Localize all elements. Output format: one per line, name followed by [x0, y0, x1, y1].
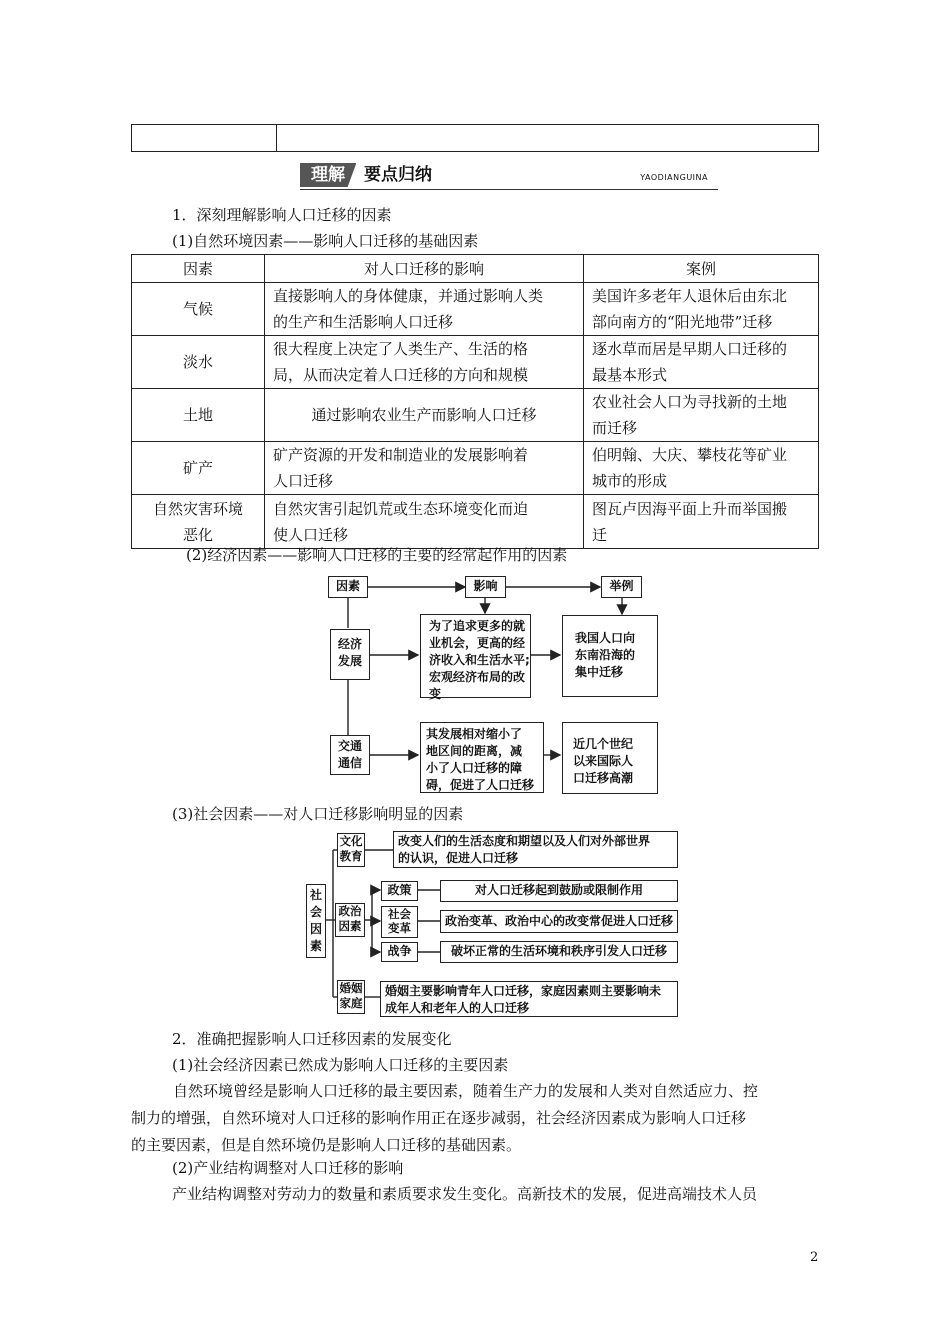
- social-marriage: 婚姻 家庭: [337, 980, 365, 1014]
- factor-cell: 自然灾害环境 恶化: [132, 495, 265, 549]
- social-reform-text: 政治变革、政治中心的改变常促进人口迁移: [440, 910, 678, 933]
- impact-cell: 矿产资源的开发和制造业的发展影响着 人口迁移: [265, 442, 584, 495]
- econ-impact-transport: 其发展相对缩小了 地区间的距离，减 小了人口迁移的障 碍，促进了人口迁移: [420, 722, 544, 793]
- banner-title: 要点归纳: [364, 165, 432, 185]
- example-cell: 伯明翰、大庆、攀枝花等矿业 城市的形成: [584, 442, 819, 495]
- subheading-social: (3)社会因素——对人口迁移影响明显的因素: [172, 805, 464, 823]
- factor-cell: 气候: [132, 283, 265, 336]
- social-war: 战争: [381, 942, 418, 962]
- impact-cell: 直接影响人的身体健康，并通过影响人类 的生产和生活影响人口迁移: [265, 283, 584, 336]
- econ-factor-transport: 交通 通信: [330, 735, 370, 775]
- social-culture-text: 改变人们的生活态度和期望以及人们对外部世界 的认识，促进人口迁移: [393, 831, 678, 868]
- banner-tag: 理解: [300, 163, 356, 187]
- factor-cell: 矿产: [132, 442, 265, 495]
- social-policy-text: 对人口迁移起到鼓励或限制作用: [440, 880, 678, 902]
- social-root: 社 会 因 素: [306, 884, 326, 958]
- econ-factor-economy: 经济 发展: [330, 629, 370, 680]
- paragraph-2: 产业结构调整对劳动力的数量和素质要求发生变化。高新技术的发展，促进高端技术人员: [172, 1185, 758, 1203]
- example-cell: 逐水草而居是早期人口迁移的 最基本形式: [584, 336, 819, 389]
- impact-cell: 通过影响农业生产而影响人口迁移: [265, 389, 584, 442]
- social-war-text: 破坏正常的生活环境和秩序引发人口迁移: [440, 941, 678, 963]
- heading-2: 2．准确把握影响人口迁移因素的发展变化: [172, 1030, 452, 1048]
- econ-header-impact: 影响: [465, 576, 506, 598]
- example-cell: 农业社会人口为寻找新的土地 而迁移: [584, 389, 819, 442]
- social-marriage-text: 婚姻主要影响青年人口迁移，家庭因素则主要影响未 成年人和老年人的人口迁移: [380, 981, 678, 1017]
- econ-header-example: 举例: [601, 576, 642, 598]
- impact-cell: 自然灾害引起饥荒或生态环境变化而迫 使人口迁移: [265, 495, 584, 549]
- example-cell: 图瓦卢因海平面上升而举国搬 迁: [584, 495, 819, 549]
- subheading-natural: (1)自然环境因素——影响人口迁移的基础因素: [172, 232, 479, 250]
- econ-header-factor: 因素: [328, 576, 368, 598]
- econ-example-transport: 近几个世纪 以来国际人 口迁移高潮: [562, 722, 658, 794]
- page-number: 2: [810, 1250, 819, 1265]
- factor-cell: 淡水: [132, 336, 265, 389]
- header-factor: 因素: [132, 255, 265, 283]
- paragraph-1: 自然环境曾经是影响人口迁移的最主要因素，随着生产力的发展和人类对自然适应力、控 制力的增强，自然环境对人口迁移的影响作用正在逐步减弱，社会经济因素成为影响人口迁移 的主要因素，但是自然环境仍是影响人口迁移的基础因素。: [131, 1082, 759, 1154]
- subheading-industry: (2)产业结构调整对人口迁移的影响: [172, 1159, 404, 1177]
- subheading-economic: (2)经济因素——影响人口迁移的主要的经常起作用的因素: [186, 546, 568, 564]
- econ-example-economy: 我国人口向 东南沿海的 集中迁移: [562, 615, 658, 697]
- factor-cell: 土地: [132, 389, 265, 442]
- social-culture: 文化 教育: [337, 833, 365, 867]
- example-cell: 美国许多老年人退休后由东北 部向南方的“阳光地带”迁移: [584, 283, 819, 336]
- social-reform: 社会 变革: [381, 906, 418, 938]
- social-policy: 政策: [381, 881, 418, 901]
- econ-impact-economy: 为了追求更多的就 业机会，更高的经 济收入和生活水平; 宏观经济布局的改 变: [420, 614, 531, 698]
- heading-1: 1．深刻理解影响人口迁移的因素: [172, 206, 392, 224]
- header-impact: 对人口迁移的影响: [265, 255, 584, 283]
- banner-english: YAODIANGUINA: [640, 173, 708, 182]
- header-example: 案例: [584, 255, 819, 283]
- subheading-socioeconomic: (1)社会经济因素已然成为影响人口迁移的主要因素: [172, 1056, 509, 1074]
- impact-cell: 很大程度上决定了人类生产、生活的格 局，从而决定着人口迁移的方向和规模: [265, 336, 584, 389]
- social-politics: 政治 因素: [335, 903, 365, 937]
